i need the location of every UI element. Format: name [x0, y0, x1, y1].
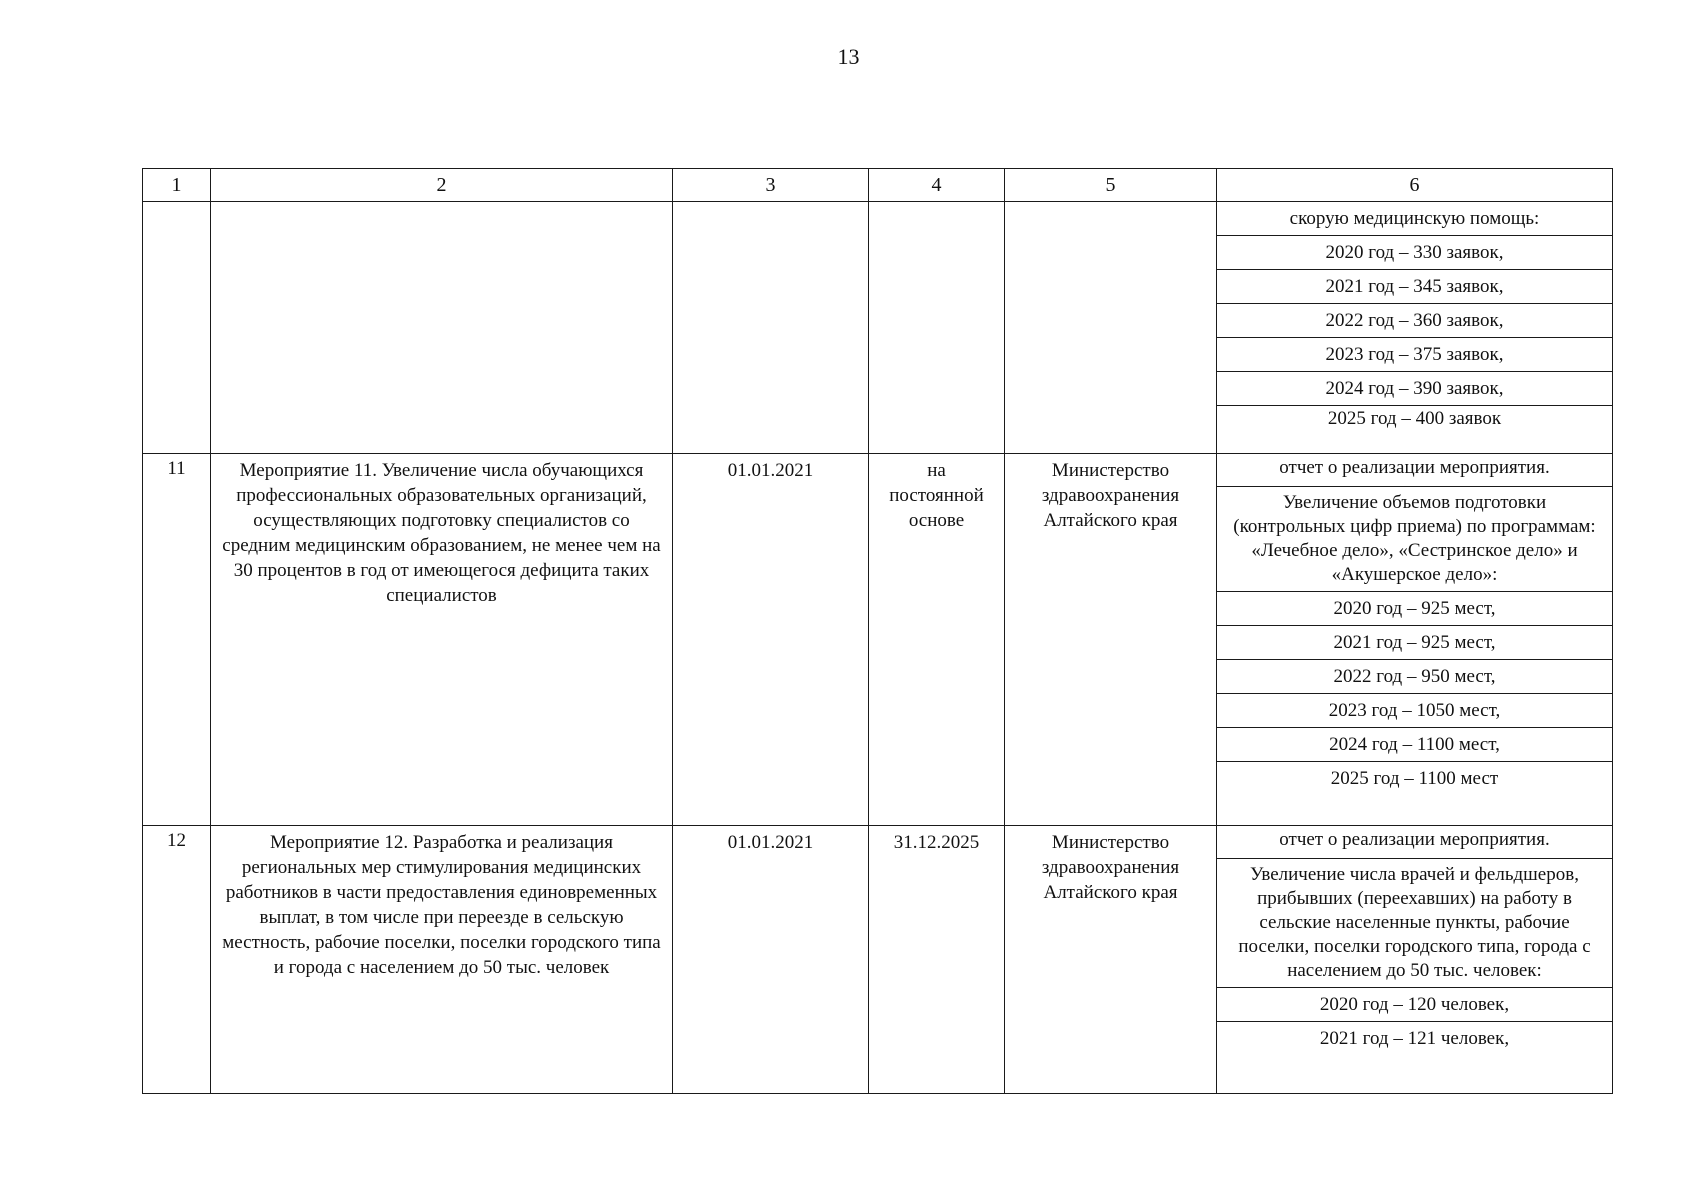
page-number: 13 [837, 44, 860, 69]
result-item: скорую медицинскую помощь: [1217, 202, 1612, 236]
result-item: отчет о реализации мероприятия. [1217, 826, 1612, 859]
column-header: 2 [211, 169, 673, 202]
start-date [673, 202, 869, 454]
result-item: 2023 год – 375 заявок, [1217, 338, 1612, 372]
measure-description [211, 202, 673, 454]
result-item: 2020 год – 120 человек, [1217, 988, 1612, 1022]
column-header: 1 [143, 169, 211, 202]
result-item: 2020 год – 925 мест, [1217, 592, 1612, 626]
result-item: 2022 год – 950 мест, [1217, 660, 1612, 694]
row-number: 11 [143, 454, 211, 826]
measure-description: Мероприятие 11. Увеличение числа обучающихся профессиональных образовательных организаций, осуществляющих подготовку специалистов со средним медицинским образованием, не менее чем на 30 процентов в год от имеющегося дефицита таких специалистов [211, 454, 673, 826]
column-header: 3 [673, 169, 869, 202]
results-cell [1217, 454, 1613, 826]
table-row [143, 454, 1613, 826]
header-row [143, 169, 1613, 202]
end-date [869, 202, 1005, 454]
result-item: 2025 год – 400 заявок [1327, 408, 1502, 429]
column-header: 6 [1217, 169, 1613, 202]
end-date: на постоянной основе [869, 454, 1005, 826]
results-cell [1217, 826, 1613, 1094]
result-item: Увеличение числа врачей и фельдшеров, прибывших (переехавших) на работу в сельские населенные пункты, рабочие поселки, поселки городского типа, города с населением до 50 тыс. человек: [1217, 859, 1612, 988]
start-date: 01.01.2021 [673, 826, 869, 1094]
responsible-org: Министерство здравоохранения Алтайского края [1005, 826, 1217, 1094]
start-date: 01.01.2021 [673, 454, 869, 826]
responsible-org [1005, 202, 1217, 454]
column-header: 4 [869, 169, 1005, 202]
result-item: 2024 год – 1100 мест, [1217, 728, 1612, 762]
row-number: 12 [143, 826, 211, 1094]
result-item: 2020 год – 330 заявок, [1217, 236, 1612, 270]
measures-table [142, 168, 1613, 1094]
result-item: 2025 год – 1100 мест [1330, 768, 1499, 789]
results-cell [1217, 202, 1613, 454]
result-item: 2022 год – 360 заявок, [1217, 304, 1612, 338]
result-item: Увеличение объемов подготовки (контрольных цифр приема) по программам: «Лечебное дело», «Сестринское дело» и «Акушерское дело»: [1217, 487, 1612, 592]
result-item: 2021 год – 121 человек, [1319, 1028, 1510, 1049]
end-date: 31.12.2025 [869, 826, 1005, 1094]
result-item: 2023 год – 1050 мест, [1217, 694, 1612, 728]
result-item: отчет о реализации мероприятия. [1217, 454, 1612, 487]
responsible-org: Министерство здравоохранения Алтайского края [1005, 454, 1217, 826]
result-item: 2021 год – 345 заявок, [1217, 270, 1612, 304]
measure-description: Мероприятие 12. Разработка и реализация региональных мер стимулирования медицинских работников в части предоставления единовременных выплат, в том числе при переезде в сельскую местность, рабочие поселки, поселки городского типа и города с населением до 50 тыс. человек [211, 826, 673, 1094]
result-item: 2024 год – 390 заявок, [1217, 372, 1612, 406]
table-row [143, 826, 1613, 1094]
result-item: 2021 год – 925 мест, [1217, 626, 1612, 660]
row-number [143, 202, 211, 454]
column-header: 5 [1005, 169, 1217, 202]
table-row [143, 202, 1613, 454]
